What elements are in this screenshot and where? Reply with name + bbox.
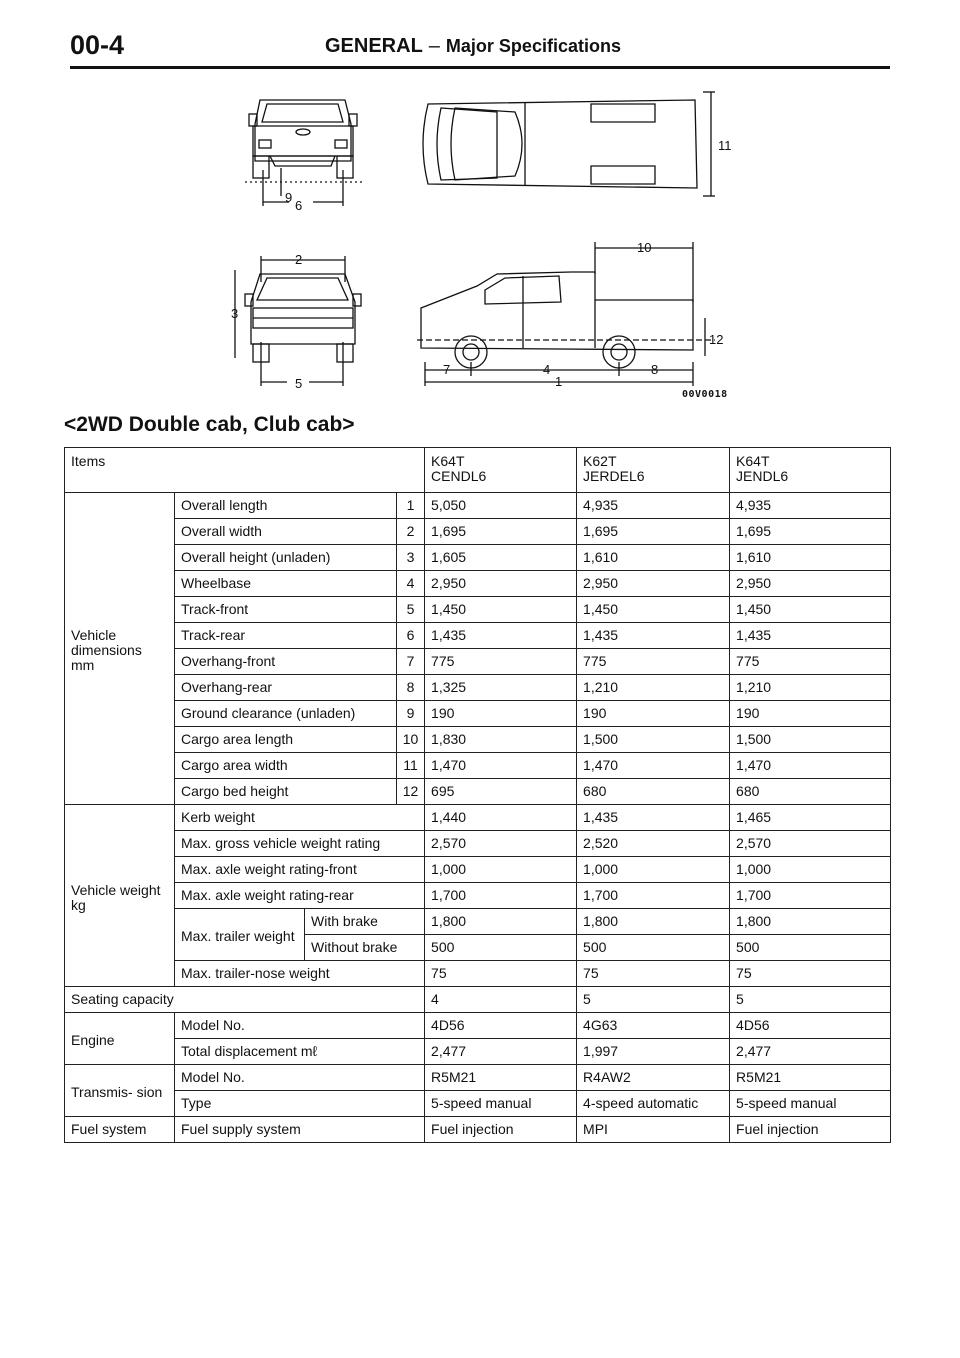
model-code: K64T: [736, 453, 770, 469]
row-label: Track-front: [175, 597, 397, 623]
row-ref: 5: [397, 597, 425, 623]
table-cell: 5: [577, 987, 730, 1013]
side-view-drawing: [417, 242, 715, 386]
model-code: K64T: [431, 453, 465, 469]
row-ref: 11: [397, 753, 425, 779]
table-cell: 1,435: [577, 805, 730, 831]
table-cell: Fuel injection: [730, 1117, 891, 1143]
row-label: Wheelbase: [175, 571, 397, 597]
table-row: [65, 1039, 891, 1065]
table-cell: R5M21: [425, 1065, 577, 1091]
table-cell: 1,610: [577, 545, 730, 571]
table-row: [65, 883, 891, 909]
group-transmission: Transmis- sion: [65, 1065, 175, 1117]
table-cell: 5: [730, 987, 891, 1013]
table-cell: 4: [425, 987, 577, 1013]
table-cell: 2,950: [425, 571, 577, 597]
row-ref: 7: [397, 649, 425, 675]
row-label: Type: [175, 1091, 425, 1117]
table-cell: 1,800: [425, 909, 577, 935]
table-cell: 5-speed manual: [730, 1091, 891, 1117]
row-ref: 3: [397, 545, 425, 571]
model-code: K62T: [583, 453, 617, 469]
table-row: [65, 961, 891, 987]
table-cell: 4,935: [730, 493, 891, 519]
table-cell: 500: [730, 935, 891, 961]
table-cell: 1,450: [730, 597, 891, 623]
table-cell: 75: [577, 961, 730, 987]
items-header: Items: [65, 448, 425, 493]
table-cell: 1,700: [425, 883, 577, 909]
vehicle-drawings: [215, 86, 745, 410]
table-cell: 500: [425, 935, 577, 961]
table-cell: 1,695: [730, 519, 891, 545]
table-cell: 190: [425, 701, 577, 727]
table-cell: 1,325: [425, 675, 577, 701]
table-cell: 5-speed manual: [425, 1091, 577, 1117]
table-cell: 4G63: [577, 1013, 730, 1039]
dim-label-12: 12: [709, 332, 724, 347]
title-dash: –: [428, 35, 440, 57]
row-ref: 1: [397, 493, 425, 519]
table-cell: 1,210: [730, 675, 891, 701]
table-cell: 1,830: [425, 727, 577, 753]
table-cell: 4D56: [730, 1013, 891, 1039]
group-vehicle-dimensions: Vehicle dimensions mm: [65, 493, 175, 805]
row-label: Max. trailer-nose weight: [175, 961, 425, 987]
table-row: [65, 857, 891, 883]
table-row: [65, 623, 891, 649]
dim-label-1: 1: [555, 374, 563, 389]
table-cell: 1,465: [730, 805, 891, 831]
group-fuel-system: Fuel system: [65, 1117, 175, 1143]
table-row: [65, 675, 891, 701]
dim-label-3: 3: [231, 306, 239, 321]
figure-code: 00V0018: [682, 389, 728, 400]
row-label: Overall width: [175, 519, 397, 545]
table-cell: 1,435: [577, 623, 730, 649]
table-cell: Fuel injection: [425, 1117, 577, 1143]
table-row: [65, 1065, 891, 1091]
table-cell: 1,470: [730, 753, 891, 779]
table-cell: 1,610: [730, 545, 891, 571]
table-cell: 1,500: [577, 727, 730, 753]
trailer-weight-label: Max. trailer weight: [175, 909, 305, 961]
row-label: Seating capacity: [65, 987, 425, 1013]
table-row: [65, 779, 891, 805]
title-subtitle: Major Specifications: [445, 36, 621, 56]
dim-label-10: 10: [637, 240, 652, 255]
table-cell: 1,997: [577, 1039, 730, 1065]
table-cell: 4-speed automatic: [577, 1091, 730, 1117]
table-row: [65, 831, 891, 857]
table-row: [65, 909, 891, 935]
table-row: [65, 519, 891, 545]
page-header: [70, 30, 890, 64]
table-cell: 2,950: [577, 571, 730, 597]
row-ref: 12: [397, 779, 425, 805]
page-number: 00-4: [70, 30, 125, 60]
table-cell: 1,440: [425, 805, 577, 831]
dim-label-6: 6: [295, 198, 303, 213]
model-variant: CENDL6: [431, 468, 487, 484]
model-variant: JENDL6: [736, 468, 789, 484]
top-view-drawing: [423, 92, 715, 196]
model-variant: JERDEL6: [583, 468, 645, 484]
model-header-2: [577, 448, 730, 493]
table-cell: 4,935: [577, 493, 730, 519]
table-cell: 1,695: [425, 519, 577, 545]
table-cell: 1,000: [730, 857, 891, 883]
table-cell: 2,570: [425, 831, 577, 857]
table-cell: 1,435: [730, 623, 891, 649]
table-row: [65, 571, 891, 597]
table-cell: 695: [425, 779, 577, 805]
table-cell: 4D56: [425, 1013, 577, 1039]
table-cell: 680: [730, 779, 891, 805]
table-cell: 1,450: [577, 597, 730, 623]
dim-label-9: 9: [285, 190, 293, 205]
table-cell: 1,700: [577, 883, 730, 909]
table-cell: 2,477: [730, 1039, 891, 1065]
group-engine: Engine: [65, 1013, 175, 1065]
table-cell: 1,000: [425, 857, 577, 883]
row-label: Without brake: [305, 935, 425, 961]
table-row: [65, 805, 891, 831]
table-cell: 775: [577, 649, 730, 675]
table-cell: 1,470: [577, 753, 730, 779]
row-label: Max. gross vehicle weight rating: [175, 831, 425, 857]
model-header-3: [730, 448, 891, 493]
table-row: [65, 701, 891, 727]
row-ref: 9: [397, 701, 425, 727]
dim-label-7: 7: [443, 362, 451, 377]
table-cell: R4AW2: [577, 1065, 730, 1091]
table-cell: 190: [577, 701, 730, 727]
table-cell: 5,050: [425, 493, 577, 519]
table-cell: 2,570: [730, 831, 891, 857]
table-row: [65, 649, 891, 675]
row-label: Overall length: [175, 493, 397, 519]
specifications-table: [64, 447, 891, 1143]
row-label: Overhang-front: [175, 649, 397, 675]
table-cell: 2,477: [425, 1039, 577, 1065]
row-ref: 8: [397, 675, 425, 701]
row-label: Track-rear: [175, 623, 397, 649]
row-label: Max. axle weight rating-front: [175, 857, 425, 883]
table-cell: 680: [577, 779, 730, 805]
header-rule: [70, 66, 890, 69]
row-ref: 2: [397, 519, 425, 545]
table-row: [65, 727, 891, 753]
table-header-row: [65, 448, 891, 493]
table-cell: 775: [425, 649, 577, 675]
table-cell: 1,700: [730, 883, 891, 909]
table-row: [65, 493, 891, 519]
table-cell: R5M21: [730, 1065, 891, 1091]
table-cell: 1,210: [577, 675, 730, 701]
table-row: [65, 597, 891, 623]
table-cell: 1,470: [425, 753, 577, 779]
row-label: Overall height (unladen): [175, 545, 397, 571]
table-cell: 1,800: [577, 909, 730, 935]
page-title: [325, 35, 621, 58]
table-cell: 775: [730, 649, 891, 675]
rear-view-drawing: [245, 100, 363, 206]
table-cell: 75: [730, 961, 891, 987]
table-cell: 1,605: [425, 545, 577, 571]
table-row: [65, 987, 891, 1013]
table-cell: 1,450: [425, 597, 577, 623]
table-row: [65, 1091, 891, 1117]
row-label: Total displacement mℓ: [175, 1039, 425, 1065]
table-cell: 2,950: [730, 571, 891, 597]
dim-label-2: 2: [295, 252, 303, 267]
table-row: [65, 753, 891, 779]
dim-label-8: 8: [651, 362, 659, 377]
row-label: Fuel supply system: [175, 1117, 425, 1143]
table-cell: MPI: [577, 1117, 730, 1143]
table-row: [65, 1013, 891, 1039]
section-title: <2WD Double cab, Club cab>: [64, 413, 355, 436]
table-cell: 1,500: [730, 727, 891, 753]
table-cell: 1,695: [577, 519, 730, 545]
table-cell: 190: [730, 701, 891, 727]
table-cell: 500: [577, 935, 730, 961]
dim-label-4: 4: [543, 362, 551, 377]
vehicle-dimension-figure: [215, 86, 745, 410]
table-cell: 1,435: [425, 623, 577, 649]
table-cell: 75: [425, 961, 577, 987]
row-label: Cargo bed height: [175, 779, 397, 805]
row-label: Max. axle weight rating-rear: [175, 883, 425, 909]
dim-label-5: 5: [295, 376, 303, 391]
table-row: [65, 545, 891, 571]
row-label: Model No.: [175, 1065, 425, 1091]
row-label: Cargo area length: [175, 727, 397, 753]
row-label: Model No.: [175, 1013, 425, 1039]
row-label: Kerb weight: [175, 805, 425, 831]
title-general: GENERAL: [325, 35, 423, 57]
row-label: Overhang-rear: [175, 675, 397, 701]
front-view-drawing: [235, 256, 361, 386]
table-cell: 1,800: [730, 909, 891, 935]
dim-label-11: 11: [718, 138, 732, 153]
table-cell: 2,520: [577, 831, 730, 857]
model-header-1: [425, 448, 577, 493]
row-label: Cargo area width: [175, 753, 397, 779]
row-label: Ground clearance (unladen): [175, 701, 397, 727]
row-ref: 4: [397, 571, 425, 597]
group-vehicle-weight: Vehicle weight kg: [65, 805, 175, 987]
row-ref: 10: [397, 727, 425, 753]
table-cell: 1,000: [577, 857, 730, 883]
row-ref: 6: [397, 623, 425, 649]
table-row: [65, 1117, 891, 1143]
row-label: With brake: [305, 909, 425, 935]
